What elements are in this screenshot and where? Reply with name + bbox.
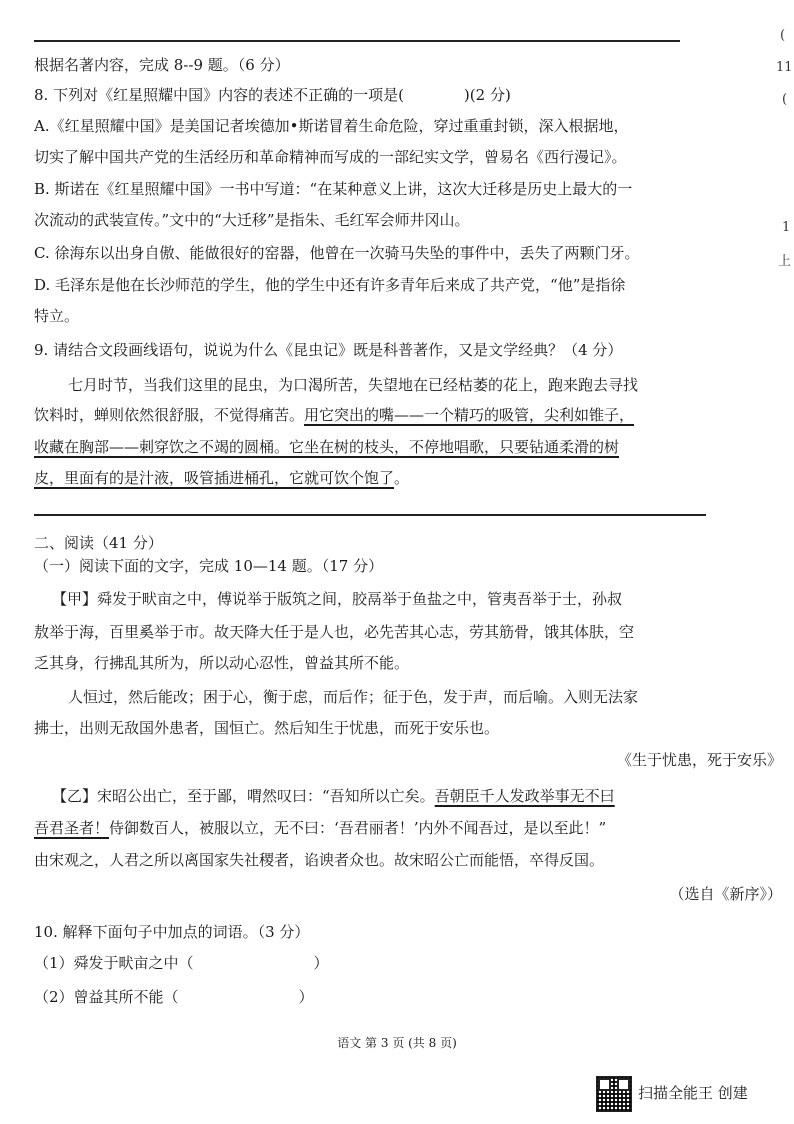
q-intro: 根据名著内容，完成 8--9 题。（6 分） [34,56,290,74]
q9-passage-2 [34,405,634,425]
yi-line-2-plain: 侍御数百人，被服以立，无不曰：‘吾君丽者！’内外不闻吾过，是以至此！” [109,819,607,837]
yi-underlined-2: 吾君圣者！ [34,819,110,837]
q9-underlined-end: 皮，里面有的是汁液，吸管插进桶孔，它就可饮个饱了 [34,469,395,487]
q8-option-b-2: 次流动的武装宣传。”文中的“大迁移”是指朱、毛红军会师井冈山。 [34,211,470,229]
q9-passage-1: 七月时节，当我们这里的昆虫，为口渴所苦，失望地在已经枯萎的花上，跑来跑去寻找 [68,376,639,394]
q8-option-c: C. 徐海东以出身自傲、能做很好的窑器，他曾在一次骑马失坠的事件中，丢失了两颗门牙。 [34,244,640,262]
edge-mark-4: 1 [782,220,791,235]
question-10: 10. 解释下面句子中加点的词语。（3 分） [34,923,310,941]
page-footer: 语文 第 3 页 (共 8 页) [337,1036,457,1050]
edge-mark-1: ( [780,28,786,43]
section-2-1-title: （一）阅读下面的文字，完成 10—14 题。（17 分） [34,557,384,575]
question-9: 9. 请结合文段画线语句，说说为什么《昆虫记》既是科普著作，又是文学经典？（4 分） [34,341,623,359]
edge-mark-5: 上 [778,254,792,269]
edge-mark-2: 11 [776,60,793,75]
q8-option-d-1: D. 毛泽东是他在长沙师范的学生，他的学生中还有许多青年后来成了共产党，“他”是指徐 [34,276,626,294]
q8-option-b-1: B. 斯诺在《红星照耀中国》一书中写道：“在某种意义上讲，这次大迁移是历史上最大的一 [34,180,633,198]
q10-item-1: （1）舜发于畎亩之中（ ） [34,954,329,972]
q9-passage-4-plain: 。 [394,469,410,487]
q10-item-2: （2）曾益其所不能（ ） [34,988,314,1006]
scanner-watermark: 扫描全能王 创建 [638,1084,748,1102]
yi-line-1-plain: 【乙】宋昭公出亡，至于鄙，喟然叹曰：“吾知所以亡矣。 [52,787,435,805]
jia-line-5: 拂士，出则无敌国外患者，国恒亡。然后知生于忧患，而死于安乐也。 [34,719,500,737]
question-8: 8. 下列对《红星照耀中国》内容的表述不正确的一项是( )(2 分) [34,86,511,104]
q9-underlined-sentence: 用它突出的嘴——一个精巧的吸管，尖利如锥子， [304,406,635,424]
jia-source: 《生于忧患，死于安乐》 [616,751,782,769]
yi-line-2 [34,818,606,838]
jia-line-3: 乏其身，行拂乱其所为，所以动心忍性，曾益其所不能。 [34,654,410,672]
q9-passage-2-plain: 饮料时，蝉则依然很舒服，不觉得痛苦。 [34,406,305,424]
qr-code-icon [596,1076,632,1112]
jia-line-2: 敖举于海，百里奚举于市。故天降大任于是人也，必先苦其心志，劳其筋骨，饿其体肤，空 [34,623,635,641]
q9-passage-3: 收藏在胸部——刺穿饮之不竭的圆桶。它坐在树的枝头，不停地唱歌，只要钻通柔滑的树 [34,438,620,456]
jia-line-4: 人恒过，然后能改；困于心，衡于虑，而后作；征于色，发于声，而后喻。入则无法家 [68,688,639,706]
yi-line-3: 由宋观之，人君之所以离国家失社稷者，谄谀者众也。故宋昭公亡而能悟，卒得反国。 [34,851,605,869]
yi-underlined-1: 吾朝臣千人发政举事无不曰 [434,787,615,805]
q8-option-a-1: A.《红星照耀中国》是美国记者埃德加•斯诺冒着生命危险，穿过重重封锁，深入根据地， [34,117,629,135]
top-rule [34,40,680,42]
section-2-title: 二、阅读（41 分） [34,534,163,552]
yi-line-1 [52,786,615,806]
edge-mark-3: ( [782,92,788,107]
jia-line-1: 【甲】舜发于畎亩之中，傅说举于版筑之间，胶鬲举于鱼盐之中，管夷吾举于士，孙叔 [52,590,623,608]
q9-passage-4 [34,468,409,488]
middle-rule [34,514,706,516]
q8-option-d-2: 特立。 [34,307,80,325]
q8-option-a-2: 切实了解中国共产党的生活经历和革命精神而写成的一部纪实文学，曾易名《西行漫记》。 [34,148,627,166]
yi-source: （选自《新序》） [669,885,782,903]
